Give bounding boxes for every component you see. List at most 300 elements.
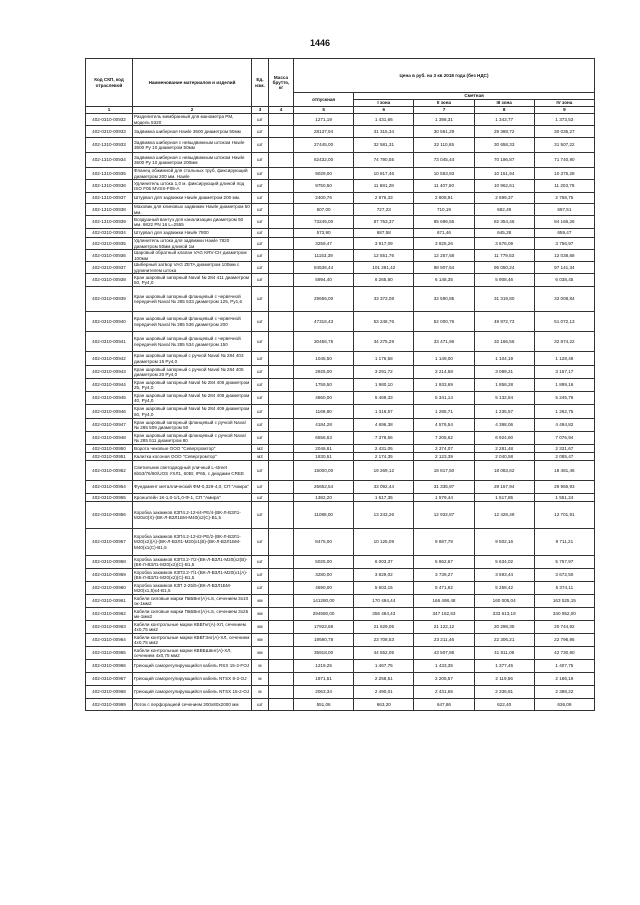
price-zone2: 1 433,35 [414,660,474,673]
price-zone1: 19 269,12 [354,461,414,481]
price-zone2: 7 205,62 [414,432,474,445]
header-price-title: Цена в руб. на 3 кв 2018 года (без НДС) [294,59,595,93]
price-release: 2063,34 [294,686,354,699]
price-zone2: 3 825,26 [414,238,474,250]
item-mass [269,529,294,556]
item-mass [269,379,294,392]
item-code: 402-0310-00958 [86,556,133,569]
price-release: 1871,51 [294,673,354,686]
price-release: 9750,50 [294,180,354,193]
column-number: 6 [354,107,414,114]
item-code: 402-0310-00961 [86,595,133,608]
price-release: 8475,00 [294,529,354,556]
price-zone4: 12 038,68 [534,250,594,262]
item-unit: шт [252,114,269,126]
item-name: Кабели силовые марки ПвБВнг(А)-LS, сечением 3х25 мк-1мм2 [133,608,252,621]
price-release: 11153,39 [294,250,354,262]
column-number: 5 [294,107,354,114]
item-code: 402-0310-00934 [86,229,133,238]
item-unit: шт [252,168,269,180]
header-release: отпускная [294,93,354,107]
item-code: 402-0310-00942 [86,352,133,366]
table-row [86,582,595,595]
item-code: 402-0310-00941 [86,332,133,352]
price-zone4: 6 038,45 [534,274,594,287]
price-zone3: 1 235,57 [474,405,534,419]
price-zone1: 31 315,34 [354,126,414,138]
item-code: 402-0310-00936 [86,250,133,262]
item-unit: шт [252,494,269,502]
table-body [86,114,595,711]
price-zone4: 659,47 [534,229,594,238]
item-code: 402-0310-00959 [86,569,133,582]
item-name: Светильник светодиодный уличный L-street 6b53/76/60/UOS УХЛ1, 60Вт, IP65, с диодами CREE [133,461,252,481]
item-name: Кронштейн 1К-1,0-1/1,0-Ф-1, СП "Амира" [133,494,252,502]
item-mass [269,216,294,229]
item-code: 402-0310-00955 [86,494,133,502]
item-name: Коробка закамков КЗП4.2-12ч/2-РЕ/2-(ВК-Л-ВЗЛ1-М20(х2)(А)-(ВК-Л-ВЗЛ1-М20(х1(В)-(ВК-Л-ВЗЛ1БМ-М40(х1(С)-В1,5 [133,529,252,556]
item-unit: шт [252,405,269,419]
price-zone4: 2 085,47 [534,453,594,461]
price-release: 294580,00 [294,608,354,621]
price-release: 2925,00 [294,366,354,379]
item-unit: м [252,660,269,673]
price-zone3: 70 196,87 [474,153,534,168]
price-zone2: 52 000,76 [414,312,474,332]
item-name: Калитка косоная ООО "Севергромтор" [133,453,252,461]
item-code: 402-0310-00966 [86,660,133,673]
table-row [86,332,595,352]
item-code: 402-1310-00937 [86,193,133,204]
price-zone2: 5 471,82 [414,582,474,595]
price-zone1: 2 876,33 [354,193,414,204]
price-zone1: 1 316,57 [354,405,414,419]
table-row [86,229,595,238]
item-unit: шт [252,529,269,556]
price-zone1: 11 681,28 [354,180,414,193]
item-code: 402-0310-00946 [86,405,133,419]
item-name: Коробка закамков КЗП3.2-7/1-(ВК-Л-ВЗЛ1-М20(х1(А)-(ВК-Л-ВЗЛ1-М20(х2)(С)-В1,5 [133,569,252,582]
price-zone4: 22 796,95 [534,634,594,647]
price-zone4: 18 481,46 [534,461,594,481]
price-release: 30456,75 [294,332,354,352]
item-name: Кран шаровый запорный Naval № 284 409 диаметром 50, Ру4,0 [133,405,252,419]
price-zone4: 20 744,92 [534,621,594,634]
item-unit: шт [252,238,269,250]
item-unit: шт [252,432,269,445]
item-mass [269,392,294,405]
item-name: Шиберный затвор VAG ZETA диаметром 100мм с удлинителем штока [133,262,252,274]
item-unit: шт [252,502,269,529]
item-name: Кабели силовые марки ПвБВнг(А)-LS, сечением 3х10 ок-1мм2 [133,595,252,608]
item-code: 402-0310-00943 [86,366,133,379]
price-zone4: 97 141,34 [534,262,594,274]
price-zone3: 333 613,19 [474,608,534,621]
table-row [86,114,595,126]
price-release: 1830,51 [294,453,354,461]
item-mass [269,556,294,569]
price-zone2: 85 696,55 [414,216,474,229]
price-zone1: 663,20 [354,699,414,711]
price-zone3: 82 354,46 [474,216,534,229]
price-zone1: 13 243,26 [354,502,414,529]
price-zone3: 682,49 [474,204,534,216]
price-zone2: 10 563,93 [414,168,474,180]
price-release: 15000,00 [294,461,354,481]
price-zone1: 2 258,51 [354,673,414,686]
price-zone1: 10 817,46 [354,168,414,180]
item-mass [269,660,294,673]
item-code: 402-0310-00950 [86,445,133,453]
price-zone4: 9 711,21 [534,529,594,556]
price-zone1: 5 603,15 [354,582,414,595]
price-zone2: 671,46 [414,229,474,238]
item-mass [269,673,294,686]
price-zone1: 3 917,09 [354,238,414,250]
price-release: 4860,00 [294,392,354,405]
item-code: 402-0310-00954 [86,481,133,494]
item-name: Фундамент металлический ФМ-0,329-4,0, СП "Амира" [133,481,252,494]
table-row [86,494,595,502]
column-number: 8 [474,107,534,114]
item-mass [269,126,294,138]
item-code: 402-0310-00960 [86,582,133,595]
item-name: Шаровый обратный клапан VAG KRV-CH диаметром 100мм [133,250,252,262]
price-zone1: 44 552,05 [354,647,414,660]
item-name: Кран шаровый запорный фланцевый с ручкой Naval № 285 511 диаметром 80 [133,432,252,445]
item-code: 402-0310-00940 [86,312,133,332]
price-zone2: 11 407,50 [414,180,474,193]
item-mass [269,502,294,529]
price-zone1: 10 125,09 [354,529,414,556]
item-unit: км [252,608,269,621]
price-release: 11088,00 [294,502,354,529]
price-zone3: 1 858,28 [474,379,534,392]
item-unit: шт [252,556,269,569]
table-row [86,673,595,686]
table-row [86,405,595,419]
item-name: Коробка закамков КЗП4.2-12ч/4-РЕ/4-(ВК-Л-ВЗЛ1-М20х0(Х)-(ВК-Л-ВЗЛ1БМ-М40(х2(С)-В1,5 [133,502,252,529]
price-release: 5994,40 [294,274,354,287]
price-release: 3259,47 [294,238,354,250]
price-zone1: 87 753,37 [354,216,414,229]
price-zone2: 12 257,58 [414,250,474,262]
item-unit: шт [252,569,269,582]
item-mass [269,699,294,711]
price-zone2: 1 398,31 [414,114,474,126]
item-code: 402-0310-00935 [86,238,133,250]
price-zone2: 6 148,35 [414,274,474,287]
price-zone2: 5 341,14 [414,392,474,405]
price-zone3: 2 281,48 [474,445,534,453]
price-zone3: 2 040,58 [474,453,534,461]
table-row [86,287,595,312]
item-code: 402-1310-00936 [86,180,133,193]
item-mass [269,274,294,287]
price-release: 2046,61 [294,445,354,453]
item-unit: шт [252,332,269,352]
price-release: 47316,43 [294,312,354,332]
header-zone4: IV зона [534,100,594,107]
item-unit: шт [252,392,269,405]
price-zone1: 1 431,66 [354,114,414,126]
item-mass [269,686,294,699]
item-unit: км [252,647,269,660]
item-name: Штурвал для задвижки Hawle 7800 [133,229,252,238]
price-zone2: 4 576,54 [414,419,474,432]
item-unit: шт [252,216,269,229]
price-zone3: 22 306,21 [474,634,534,647]
item-code: 402-0310-00956 [86,502,133,529]
price-zone3: 20 298,35 [474,621,534,634]
price-zone1: 101 281,42 [354,262,414,274]
price-zone2: 43 507,86 [414,647,474,660]
table-row [86,556,595,569]
item-unit: шт [252,582,269,595]
item-mass [269,204,294,216]
table-row [86,312,595,332]
table-row [86,686,595,699]
price-zone1: 355 484,43 [354,608,414,621]
table-row [86,193,595,204]
item-mass [269,634,294,647]
price-zone4: 340 952,00 [534,608,594,621]
table-row [86,419,595,432]
item-mass [269,647,294,660]
table-row [86,168,595,180]
item-mass [269,153,294,168]
price-zone2: 1 149,00 [414,352,474,366]
item-mass [269,405,294,419]
price-zone4: 32 874,22 [534,332,594,352]
table-row [86,595,595,608]
item-code: 402-0310-00932 [86,114,133,126]
price-release: 4690,00 [294,582,354,595]
table-row [86,180,595,193]
price-zone1: 1 176,58 [354,352,414,366]
item-mass [269,229,294,238]
price-zone3: 4 398,06 [474,419,534,432]
item-unit: шт [252,193,269,204]
item-mass [269,138,294,153]
item-name: Ворота чековые ООО "Севергромтор" [133,445,252,453]
price-zone2: 5 862,67 [414,556,474,569]
item-code: 402-0310-00968 [86,686,133,699]
price-zone4: 71 740,90 [534,153,594,168]
page-number: 1446 [309,38,331,48]
item-name: Кран шаровый запорный с ручкой Naval № 284 405 диаметром 20 Ру4,0 [133,366,252,379]
price-zone2: 710,19 [414,204,474,216]
item-mass [269,168,294,180]
item-mass [269,461,294,481]
column-number: 2 [133,107,252,114]
price-release: 5025,00 [294,556,354,569]
price-zone1: 1 980,10 [354,379,414,392]
price-zone1: 3 829,02 [354,569,414,582]
price-zone3: 9 502,16 [474,529,534,556]
column-number: 4 [269,107,294,114]
price-zone3: 29 388,72 [474,126,534,138]
item-mass [269,608,294,621]
price-release: 551,06 [294,699,354,711]
item-code: 402-0310-00951 [86,453,133,461]
header-zone1: I зона [354,100,414,107]
item-unit: шт [252,229,269,238]
price-release: 1271,19 [294,114,354,126]
table-row [86,502,595,529]
item-mass [269,352,294,366]
item-code: 402-0310-00964 [86,634,133,647]
price-zone3: 645,28 [474,229,534,238]
item-code: 402-0310-00938 [86,274,133,287]
price-zone2: 30 561,29 [414,126,474,138]
item-unit: шт [252,461,269,481]
price-release: 3280,00 [294,569,354,582]
item-mass [269,494,294,502]
item-code: 402-0310-00965 [86,647,133,660]
table-row [86,250,595,262]
item-code: 402-0310-00952 [86,461,133,481]
table-row [86,379,595,392]
table-row [86,366,595,379]
item-unit: шт [252,699,269,711]
price-zone2: 2 431,65 [414,686,474,699]
item-name: Задвижка шиберная с невыдвижным штоком Hawle 3600 Ру 10 диаметром 50мм [133,138,252,153]
column-number: 3 [252,107,269,114]
header-unit: Ед. изм. [252,59,269,107]
item-name: Разделитель мембранный для манометра РМ, модель 5320 [133,114,252,126]
price-zone2: 31 335,97 [414,481,474,494]
item-unit: м2 [252,453,269,461]
price-zone4: 2 166,19 [534,673,594,686]
price-zone3: 1 343,77 [474,114,534,126]
item-name: Удлинитель штока 1,0 м. фиксирующий длиной под ISO F05 MVSS-F05-A [133,180,252,193]
table-row [86,621,595,634]
item-mass [269,250,294,262]
item-unit: м2 [252,445,269,453]
price-zone2: 23 211,46 [414,634,474,647]
item-name: Фланец обжимной для стальных труб, фиксирующий диаметром 200 мм. Hawle [133,168,252,180]
price-zone3: 2 699,37 [474,193,534,204]
price-zone4: 1 373,53 [534,114,594,126]
price-zone4: 5 757,97 [534,556,594,569]
price-zone4: 10 375,28 [534,168,594,180]
item-name: Штурвал для задвижки Hawle диаметром 200 мм. [133,193,252,204]
item-unit: шт [252,204,269,216]
item-name: Кран шаровый запорный Naval № 284 411 диаметром 50, Ру4,0 [133,274,252,287]
price-zone1: 1 617,35 [354,494,414,502]
item-mass [269,332,294,352]
price-zone3: 31 319,80 [474,287,534,312]
price-zone2: 647,86 [414,699,474,711]
price-release: 1169,80 [294,405,354,419]
price-release: 28137,94 [294,126,354,138]
item-name: Задвижка шиберная Hawle 3600 диаметром 50мм [133,126,252,138]
table-row [86,238,595,250]
item-code: 402-0310-00945 [86,392,133,405]
price-zone1: 74 790,55 [354,153,414,168]
table-row [86,647,595,660]
item-code: 402-0310-00939 [86,287,133,312]
table-row [86,529,595,556]
price-zone2: 2 374,07 [414,445,474,453]
item-unit: шт [252,312,269,332]
item-mass [269,287,294,312]
table-row [86,569,595,582]
price-zone1: 12 551,76 [354,250,414,262]
header-zone2: II зона [414,100,474,107]
item-code: 402-0310-00933 [86,126,133,138]
header-name: Наименование материалов и изделий [133,59,252,107]
price-zone3: 160 005,04 [474,595,534,608]
item-name: Кран шаровый запорный Naval № 284 408 диаметром 40, Ру4,0 [133,392,252,405]
price-zone1: 727,23 [354,204,414,216]
price-zone2: 3 739,27 [414,569,474,582]
item-code: 402-0310-00967 [86,673,133,686]
item-code: 402-0310-00947 [86,419,133,432]
item-unit: шт [252,274,269,287]
item-mass [269,419,294,432]
price-zone3: 1 517,85 [474,494,534,502]
item-code: 402-0310-00957 [86,529,133,556]
price-zone4: 42 730,90 [534,647,594,660]
price-zone3: 29 157,94 [474,481,534,494]
item-mass [269,193,294,204]
price-zone2: 98 907,64 [414,262,474,274]
item-unit: км [252,634,269,647]
price-zone4: 51 072,13 [534,312,594,332]
item-name: Кабели контрольные марки КВВБШвнг(А)-ХЛ, сечением 4х0,75 мм2 [133,647,252,660]
price-zone1: 1 467,75 [354,660,414,673]
price-zone4: 2 388,22 [534,686,594,699]
price-release: 141280,00 [294,595,354,608]
price-zone4: 3 756,97 [534,238,594,250]
price-release: 573,90 [294,229,354,238]
price-zone4: 5 374,11 [534,582,594,595]
price-zone2: 12 932,87 [414,502,474,529]
price-release: 4184,28 [294,419,354,432]
item-code: 402-0310-00944 [86,379,133,392]
table-row [86,461,595,481]
item-name: Греющий саморегулирующийся кабель NTSX 15-2-OJ [133,686,252,699]
item-name: Кран шаровый запорный фланцевый с червячной передачей Naval № 285 534 диаметром 150 [133,332,252,352]
price-zone1: 33 373,08 [354,287,414,312]
table-row [86,481,595,494]
price-zone3: 49 972,73 [474,312,534,332]
table-row [86,138,595,153]
price-zone4: 84 166,26 [534,216,594,229]
price-zone3: 2 336,81 [474,686,534,699]
price-zone2: 2 123,39 [414,453,474,461]
item-code: 402-1310-00938 [86,204,133,216]
price-zone3: 41 811,06 [474,647,534,660]
item-unit: м [252,686,269,699]
price-zone4: 30 035,27 [534,126,594,138]
item-unit: шт [252,379,269,392]
price-zone1: 23 708,53 [354,634,414,647]
price-zone3: 5 258,42 [474,582,534,595]
item-unit: шт [252,126,269,138]
price-release: 1382,20 [294,494,354,502]
table-row [86,432,595,445]
price-zone3: 95 050,24 [474,262,534,274]
column-numbers-row [86,107,595,114]
price-zone1: 687,58 [354,229,414,238]
price-release: 9029,00 [294,168,354,180]
item-mass [269,180,294,193]
price-release: 1219,25 [294,660,354,673]
price-zone4: 636,09 [534,699,594,711]
